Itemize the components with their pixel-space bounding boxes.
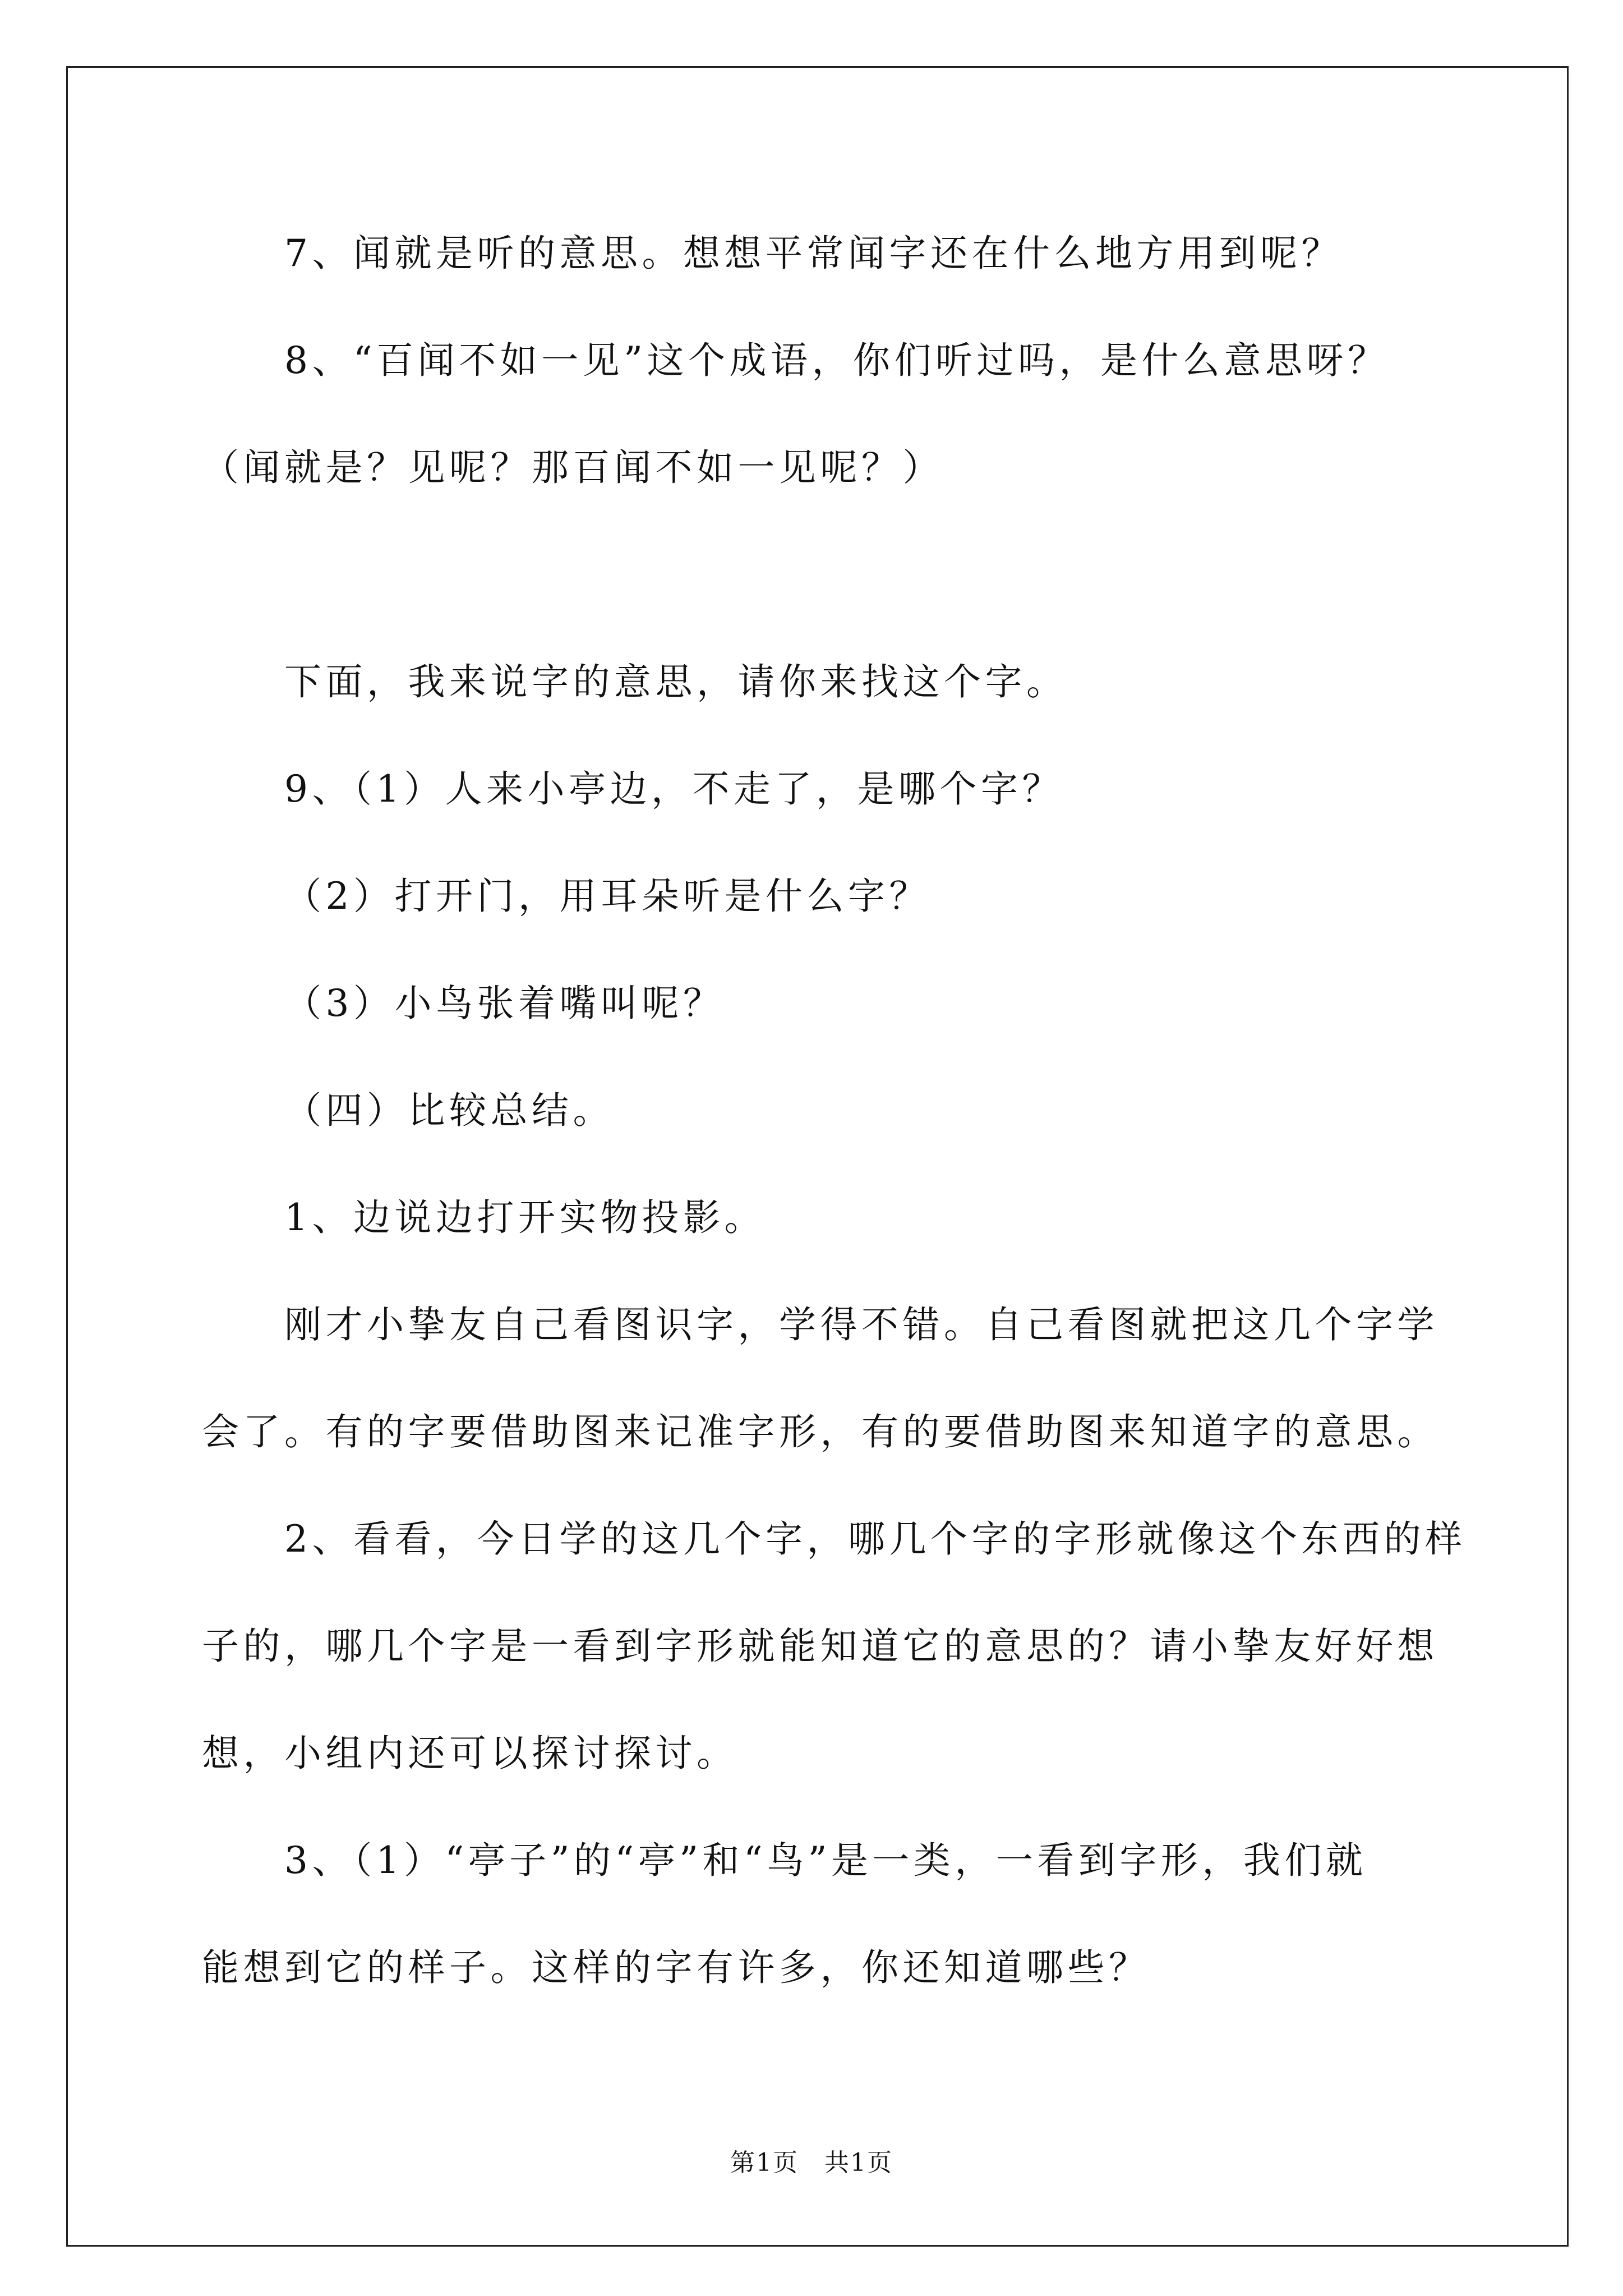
text-line: 能想到它的样子。这样的字有许多，你还知道哪些？ <box>202 1946 1150 1989</box>
section-heading: （四）比较总结。 <box>284 1089 614 1132</box>
text-line: （3）小鸟张着嘴叫呢？ <box>284 982 725 1025</box>
document-body <box>202 200 1509 2021</box>
text-line: 想，小组内还可以探讨探讨。 <box>202 1732 738 1775</box>
paragraph <box>202 950 1509 1057</box>
text-line: 1、边说边打开实物投影。 <box>284 1196 766 1239</box>
paragraph <box>202 200 1509 307</box>
paragraph <box>202 1057 1509 1164</box>
text-line: 9、（1）人来小亭边，不走了，是哪个字？ <box>284 767 1063 811</box>
text-line: 下面，我来说字的意思，请你来找这个字。 <box>284 660 1068 703</box>
page-number-footer: 第1页 共1页 <box>730 2148 893 2177</box>
paragraph <box>202 628 1509 735</box>
text-line: 7、闻就是听的意思。想想平常闻字还在什么地方用到呢？ <box>284 232 1343 275</box>
text-line: 3、（1）“亭子”的“亭”和“鸟”是一类，一看到字形，我们就 <box>284 1839 1367 1882</box>
paragraph <box>202 1164 1509 1271</box>
text-line: （2）打开门，用耳朵听是什么字？ <box>284 875 930 918</box>
text-line: 刚才小挚友自己看图识字，学得不错。自己看图就把这几个字学 <box>284 1303 1438 1346</box>
text-line: 2、看看，今日学的这几个字，哪几个字的字形就像这个东西的样 <box>284 1517 1467 1561</box>
paragraph <box>202 843 1509 950</box>
text-line: 会了。有的字要借助图来记准字形，有的要借助图来知道字的意思。 <box>202 1410 1438 1453</box>
paragraph <box>202 735 1509 843</box>
text-line: 8、“百闻不如一见”这个成语，你们听过吗，是什么意思呀？ <box>284 339 1389 382</box>
paragraph <box>202 1485 1509 1807</box>
paragraph <box>202 1807 1509 2021</box>
paragraph <box>202 307 1509 521</box>
text-line: 子的，哪几个字是一看到字形就能知道它的意思的？请小挚友好好想 <box>202 1625 1438 1668</box>
paragraph <box>202 1271 1509 1485</box>
text-line: （闻就是？见呢？那百闻不如一见呢？） <box>202 446 944 489</box>
